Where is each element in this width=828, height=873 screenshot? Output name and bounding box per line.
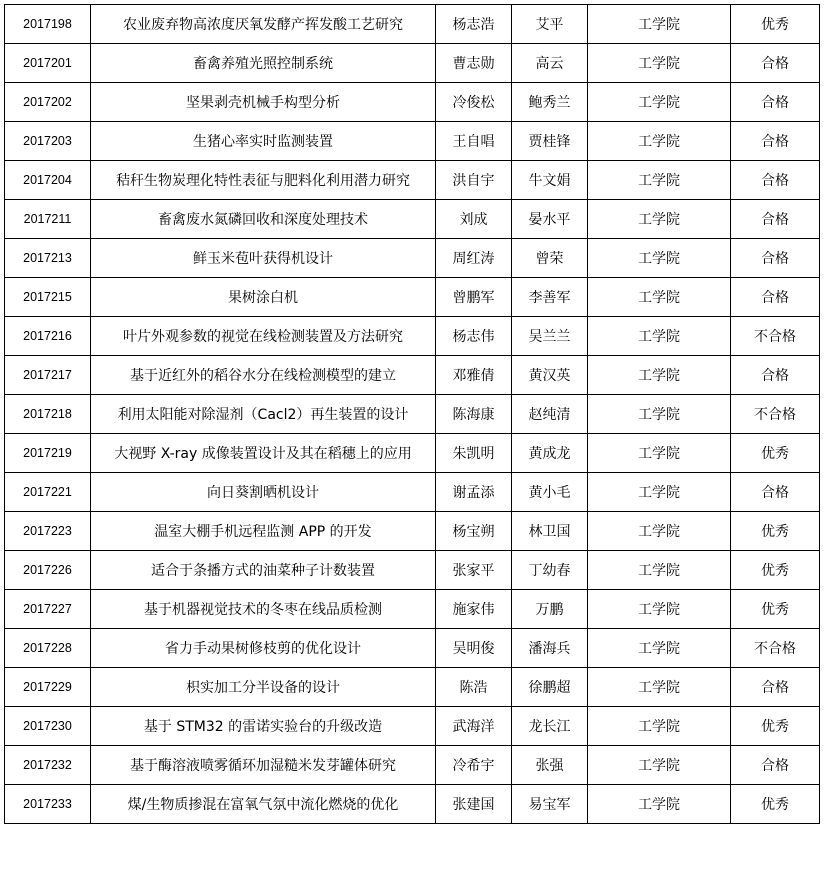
project-title-cell: 鲜玉米苞叶获得机设计 (91, 239, 436, 278)
project-title-cell: 枳实加工分半设备的设计 (91, 668, 436, 707)
table-row (5, 746, 820, 785)
project-id-cell: 2017204 (5, 161, 91, 200)
college-cell: 工学院 (588, 239, 731, 278)
result-cell: 优秀 (731, 590, 820, 629)
student-name-cell: 杨志浩 (436, 5, 512, 44)
result-cell: 合格 (731, 44, 820, 83)
result-cell: 优秀 (731, 551, 820, 590)
project-id-cell: 2017226 (5, 551, 91, 590)
project-title-cell: 农业废弃物高浓度厌氧发酵产挥发酸工艺研究 (91, 5, 436, 44)
student-name-cell: 洪自宇 (436, 161, 512, 200)
project-title-cell: 温室大棚手机远程监测 APP 的开发 (91, 512, 436, 551)
college-cell: 工学院 (588, 473, 731, 512)
college-cell: 工学院 (588, 629, 731, 668)
college-cell: 工学院 (588, 200, 731, 239)
project-id-cell: 2017215 (5, 278, 91, 317)
student-name-cell: 陈海康 (436, 395, 512, 434)
advisor-name-cell: 黄汉英 (512, 356, 588, 395)
advisor-name-cell: 黄小毛 (512, 473, 588, 512)
table-row (5, 395, 820, 434)
student-name-cell: 张家平 (436, 551, 512, 590)
college-cell: 工学院 (588, 668, 731, 707)
college-cell: 工学院 (588, 278, 731, 317)
college-cell: 工学院 (588, 746, 731, 785)
table-row (5, 590, 820, 629)
college-cell: 工学院 (588, 317, 731, 356)
college-cell: 工学院 (588, 356, 731, 395)
project-title-cell: 利用太阳能对除湿剂（Cacl2）再生装置的设计 (91, 395, 436, 434)
advisor-name-cell: 林卫国 (512, 512, 588, 551)
project-title-cell: 坚果剥壳机械手构型分析 (91, 83, 436, 122)
table-row (5, 551, 820, 590)
project-title-cell: 基于近红外的稻谷水分在线检测模型的建立 (91, 356, 436, 395)
result-cell: 合格 (731, 200, 820, 239)
project-id-cell: 2017230 (5, 707, 91, 746)
project-id-cell: 2017233 (5, 785, 91, 824)
student-name-cell: 施家伟 (436, 590, 512, 629)
student-name-cell: 周红涛 (436, 239, 512, 278)
table-row (5, 707, 820, 746)
project-id-cell: 2017201 (5, 44, 91, 83)
project-title-cell: 生猪心率实时监测装置 (91, 122, 436, 161)
project-id-cell: 2017216 (5, 317, 91, 356)
project-title-cell: 向日葵割晒机设计 (91, 473, 436, 512)
project-title-cell: 果树涂白机 (91, 278, 436, 317)
table-row (5, 668, 820, 707)
student-name-cell: 张建国 (436, 785, 512, 824)
advisor-name-cell: 万鹏 (512, 590, 588, 629)
college-cell: 工学院 (588, 395, 731, 434)
table-row (5, 44, 820, 83)
result-cell: 优秀 (731, 512, 820, 551)
result-cell: 不合格 (731, 629, 820, 668)
project-id-cell: 2017217 (5, 356, 91, 395)
project-title-cell: 省力手动果树修枝剪的优化设计 (91, 629, 436, 668)
advisor-name-cell: 龙长江 (512, 707, 588, 746)
project-id-cell: 2017198 (5, 5, 91, 44)
table-row (5, 512, 820, 551)
college-cell: 工学院 (588, 785, 731, 824)
result-cell: 优秀 (731, 434, 820, 473)
advisor-name-cell: 鲍秀兰 (512, 83, 588, 122)
student-name-cell: 杨志伟 (436, 317, 512, 356)
student-name-cell: 邓雅倩 (436, 356, 512, 395)
result-cell: 合格 (731, 278, 820, 317)
table-row (5, 83, 820, 122)
project-title-cell: 秸秆生物炭理化特性表征与肥料化利用潜力研究 (91, 161, 436, 200)
project-title-cell: 畜禽养殖光照控制系统 (91, 44, 436, 83)
table-row (5, 473, 820, 512)
result-cell: 合格 (731, 83, 820, 122)
project-id-cell: 2017228 (5, 629, 91, 668)
project-title-cell: 叶片外观参数的视觉在线检测装置及方法研究 (91, 317, 436, 356)
table-row (5, 161, 820, 200)
college-cell: 工学院 (588, 83, 731, 122)
project-id-cell: 2017202 (5, 83, 91, 122)
project-title-cell: 基于酶溶液喷雾循环加湿糙米发芽罐体研究 (91, 746, 436, 785)
college-cell: 工学院 (588, 161, 731, 200)
advisor-name-cell: 曾荣 (512, 239, 588, 278)
result-cell: 优秀 (731, 707, 820, 746)
advisor-name-cell: 张强 (512, 746, 588, 785)
project-id-cell: 2017219 (5, 434, 91, 473)
result-cell: 优秀 (731, 785, 820, 824)
college-cell: 工学院 (588, 122, 731, 161)
student-name-cell: 王自唱 (436, 122, 512, 161)
table-row (5, 5, 820, 44)
table-row (5, 434, 820, 473)
project-id-cell: 2017213 (5, 239, 91, 278)
college-cell: 工学院 (588, 551, 731, 590)
student-name-cell: 刘成 (436, 200, 512, 239)
college-cell: 工学院 (588, 434, 731, 473)
project-title-cell: 大视野 X-ray 成像装置设计及其在稻穗上的应用 (91, 434, 436, 473)
college-cell: 工学院 (588, 707, 731, 746)
project-id-cell: 2017229 (5, 668, 91, 707)
advisor-name-cell: 易宝军 (512, 785, 588, 824)
project-results-table (4, 4, 820, 824)
result-cell: 合格 (731, 161, 820, 200)
advisor-name-cell: 黄成龙 (512, 434, 588, 473)
student-name-cell: 谢孟添 (436, 473, 512, 512)
advisor-name-cell: 吴兰兰 (512, 317, 588, 356)
table-row (5, 239, 820, 278)
table-row (5, 785, 820, 824)
result-cell: 优秀 (731, 5, 820, 44)
advisor-name-cell: 徐鹏超 (512, 668, 588, 707)
advisor-name-cell: 贾桂锋 (512, 122, 588, 161)
result-cell: 合格 (731, 746, 820, 785)
advisor-name-cell: 李善军 (512, 278, 588, 317)
project-id-cell: 2017211 (5, 200, 91, 239)
table-row (5, 629, 820, 668)
college-cell: 工学院 (588, 44, 731, 83)
project-title-cell: 基于机器视觉技术的冬枣在线品质检测 (91, 590, 436, 629)
student-name-cell: 陈浩 (436, 668, 512, 707)
table-row (5, 278, 820, 317)
result-cell: 合格 (731, 473, 820, 512)
advisor-name-cell: 潘海兵 (512, 629, 588, 668)
project-title-cell: 基于 STM32 的雷诺实验台的升级改造 (91, 707, 436, 746)
advisor-name-cell: 艾平 (512, 5, 588, 44)
student-name-cell: 曾鹏军 (436, 278, 512, 317)
project-title-cell: 煤/生物质掺混在富氧气氛中流化燃烧的优化 (91, 785, 436, 824)
table-row (5, 356, 820, 395)
student-name-cell: 冷希宇 (436, 746, 512, 785)
result-cell: 合格 (731, 668, 820, 707)
student-name-cell: 冷俊松 (436, 83, 512, 122)
table-row (5, 122, 820, 161)
advisor-name-cell: 丁幼春 (512, 551, 588, 590)
result-cell: 不合格 (731, 317, 820, 356)
advisor-name-cell: 赵纯清 (512, 395, 588, 434)
project-id-cell: 2017218 (5, 395, 91, 434)
student-name-cell: 朱凯明 (436, 434, 512, 473)
project-id-cell: 2017223 (5, 512, 91, 551)
project-id-cell: 2017227 (5, 590, 91, 629)
project-title-cell: 畜禽废水氮磷回收和深度处理技术 (91, 200, 436, 239)
advisor-name-cell: 牛文娟 (512, 161, 588, 200)
student-name-cell: 杨宝朔 (436, 512, 512, 551)
project-id-cell: 2017203 (5, 122, 91, 161)
result-cell: 不合格 (731, 395, 820, 434)
table-body (5, 5, 820, 824)
table-row (5, 200, 820, 239)
project-id-cell: 2017232 (5, 746, 91, 785)
project-title-cell: 适合于条播方式的油菜种子计数装置 (91, 551, 436, 590)
college-cell: 工学院 (588, 5, 731, 44)
student-name-cell: 武海洋 (436, 707, 512, 746)
result-cell: 合格 (731, 122, 820, 161)
student-name-cell: 曹志勋 (436, 44, 512, 83)
result-cell: 合格 (731, 239, 820, 278)
advisor-name-cell: 高云 (512, 44, 588, 83)
student-name-cell: 吴明俊 (436, 629, 512, 668)
college-cell: 工学院 (588, 512, 731, 551)
advisor-name-cell: 晏水平 (512, 200, 588, 239)
result-cell: 合格 (731, 356, 820, 395)
college-cell: 工学院 (588, 590, 731, 629)
project-id-cell: 2017221 (5, 473, 91, 512)
table-row (5, 317, 820, 356)
